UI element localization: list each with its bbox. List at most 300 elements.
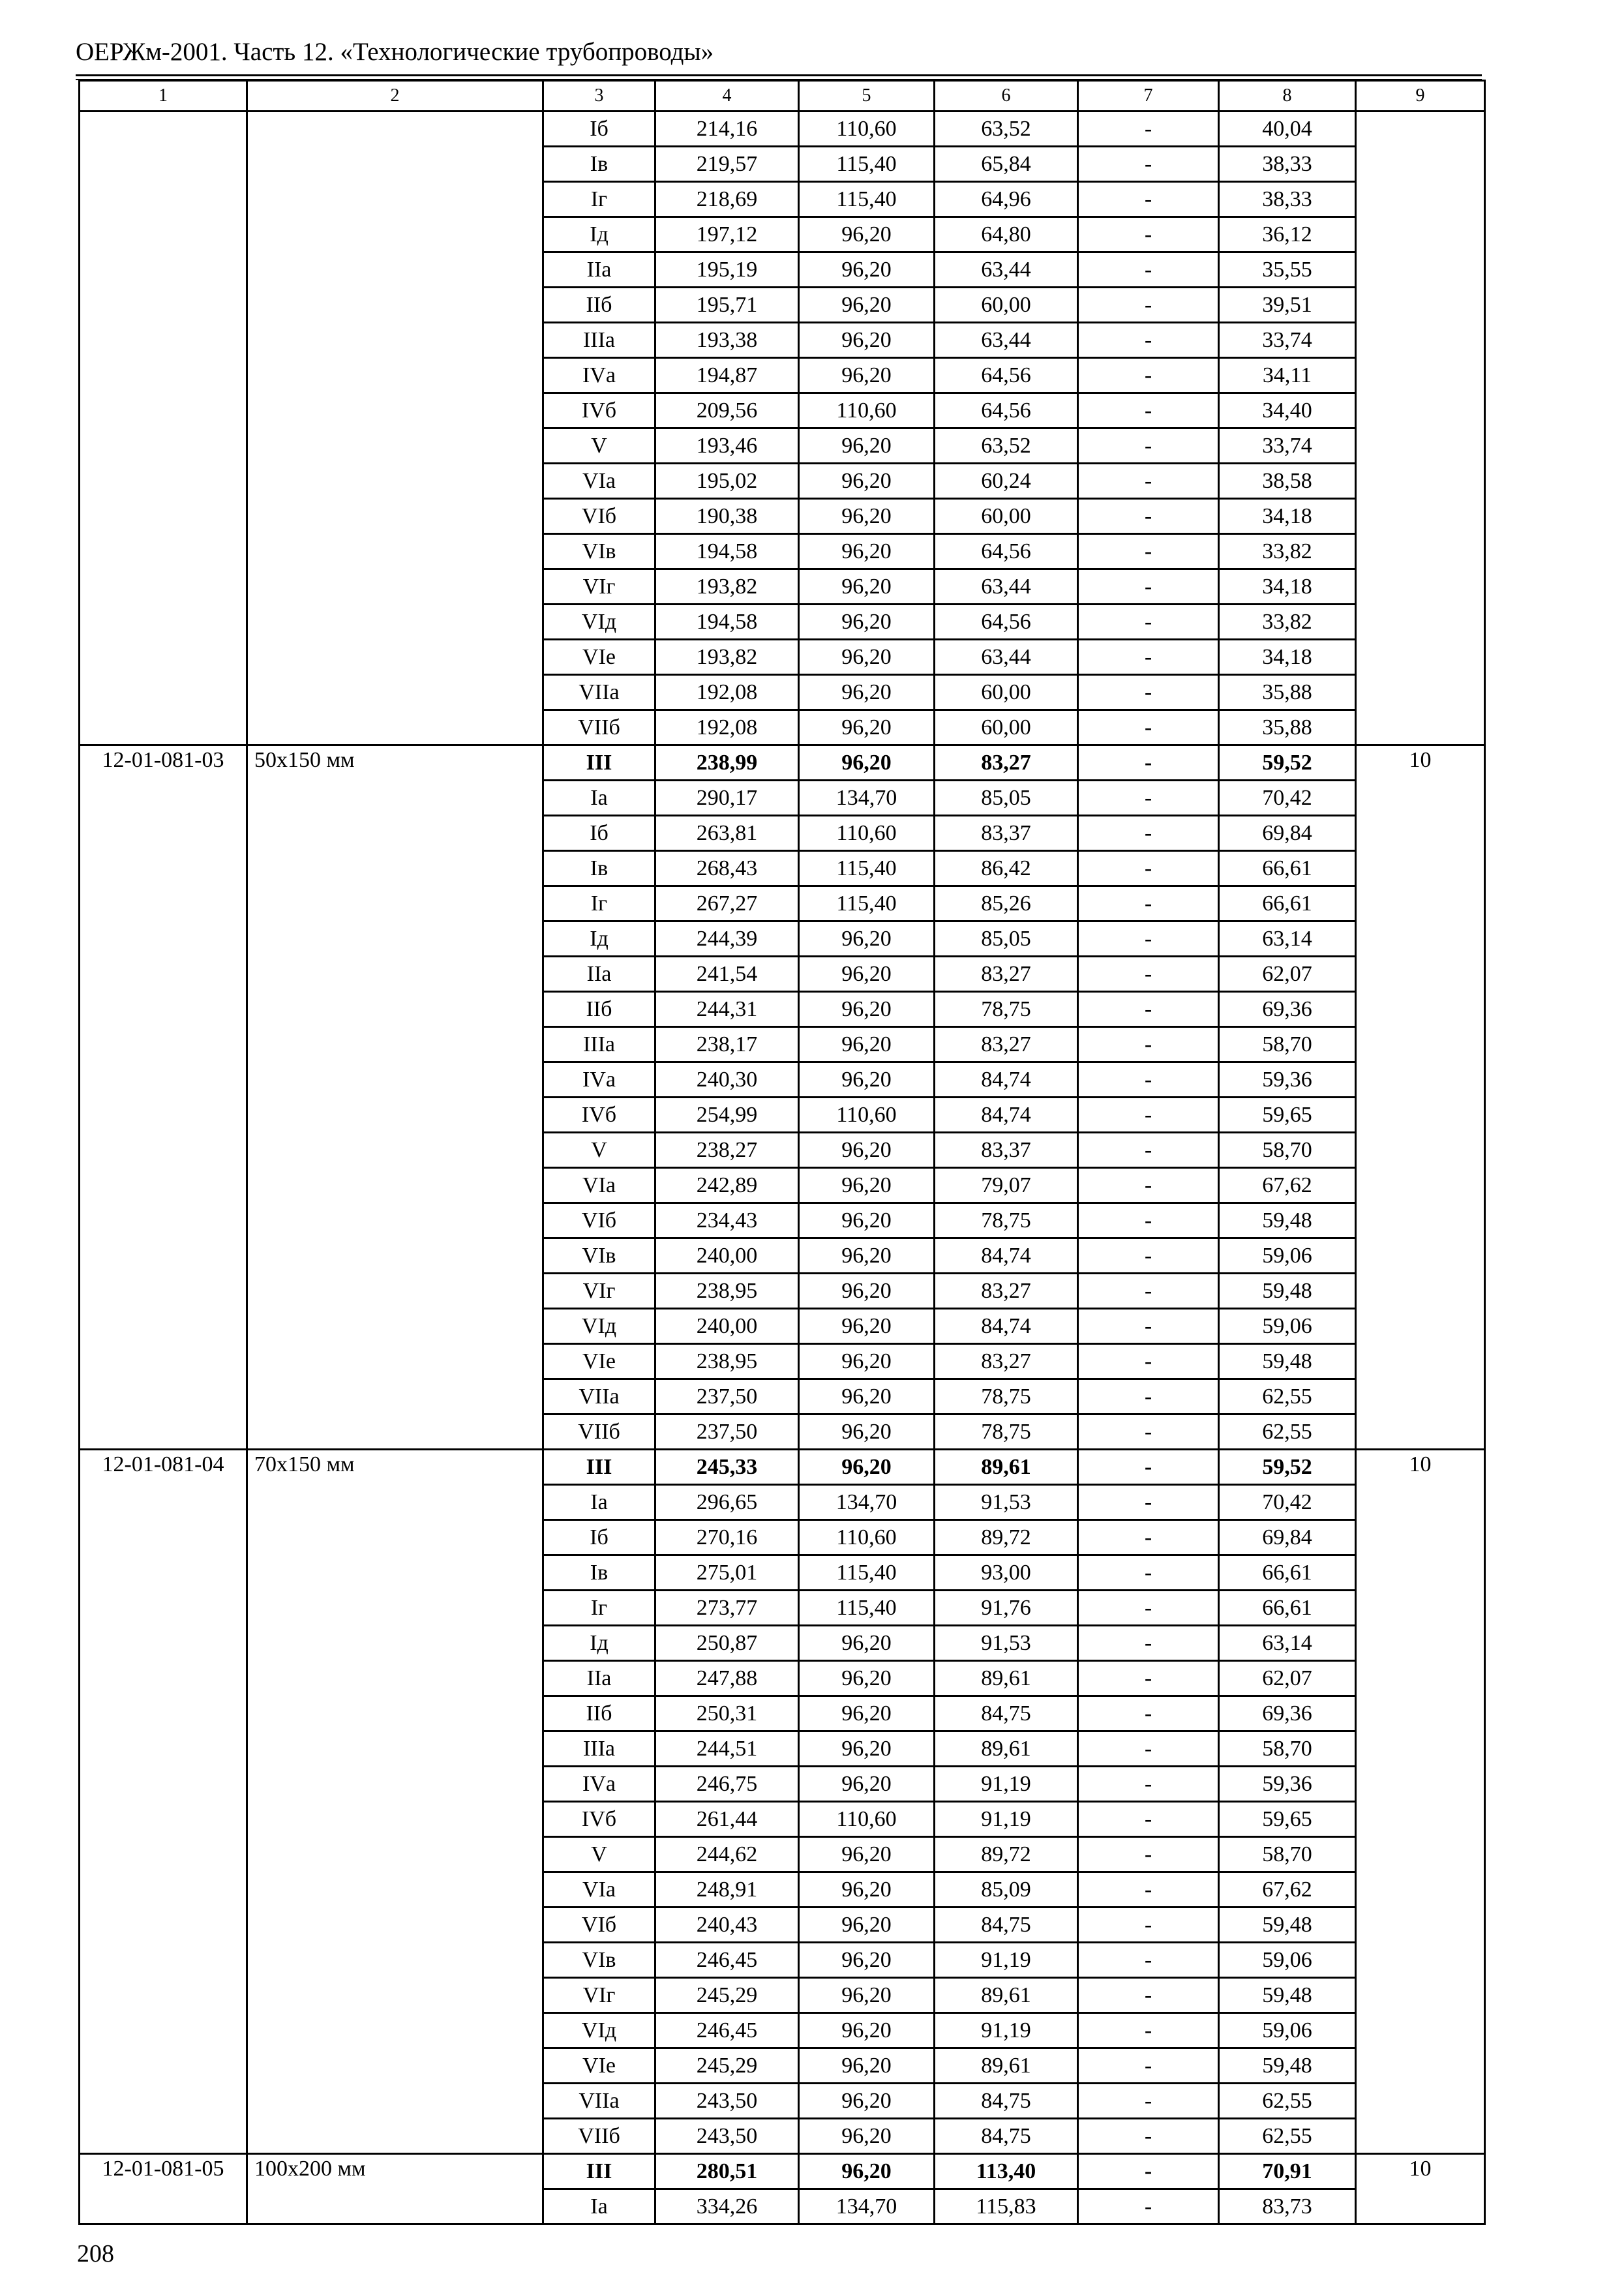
value-cell-col3: Iа	[543, 1485, 655, 1520]
rate-code-cell: 12-01-081-05	[80, 2154, 247, 2224]
value-cell-col3: V	[543, 428, 655, 464]
value-cell-col4: 245,29	[655, 1978, 799, 2013]
value-cell-col4: 194,58	[655, 605, 799, 640]
value-cell-col8: 40,04	[1219, 112, 1356, 147]
value-cell-col8: 33,74	[1219, 323, 1356, 358]
value-cell-col6: 63,44	[935, 252, 1078, 288]
value-cell-col6: 113,40	[935, 2154, 1078, 2189]
value-cell-col4: 195,19	[655, 252, 799, 288]
value-cell-col8: 62,07	[1219, 1661, 1356, 1696]
value-cell-col6: 89,61	[935, 1450, 1078, 1485]
value-cell-col8: 35,88	[1219, 710, 1356, 745]
value-cell-col4: 267,27	[655, 886, 799, 921]
column-number-cell: 4	[655, 81, 799, 112]
value-cell-col3: Iв	[543, 851, 655, 886]
value-cell-col6: 83,37	[935, 816, 1078, 851]
value-cell-col5: 110,60	[799, 1098, 935, 1133]
value-cell-col4: 245,29	[655, 2048, 799, 2084]
value-cell-col3: VIв	[543, 1238, 655, 1274]
value-cell-col7: -	[1078, 534, 1219, 569]
value-cell-col8: 67,62	[1219, 1168, 1356, 1203]
value-cell-col3: VIб	[543, 1908, 655, 1943]
value-cell-col4: 195,02	[655, 464, 799, 499]
value-cell-col7: -	[1078, 1626, 1219, 1661]
value-cell-col4: 193,46	[655, 428, 799, 464]
value-cell-col7: -	[1078, 1027, 1219, 1062]
value-cell-col5: 96,20	[799, 1943, 935, 1978]
rate-code-cell: 12-01-081-04	[80, 1450, 247, 2154]
value-cell-col7: -	[1078, 1908, 1219, 1943]
value-cell-col6: 86,42	[935, 851, 1078, 886]
value-cell-col5: 96,20	[799, 992, 935, 1027]
value-cell-col4: 190,38	[655, 499, 799, 534]
value-cell-col5: 96,20	[799, 1696, 935, 1731]
value-cell-col6: 63,44	[935, 323, 1078, 358]
value-cell-col3: III	[543, 2154, 655, 2189]
value-cell-col7: -	[1078, 675, 1219, 710]
value-cell-col6: 84,75	[935, 2084, 1078, 2119]
value-cell-col4: 218,69	[655, 182, 799, 217]
value-cell-col4: 334,26	[655, 2189, 799, 2224]
value-cell-col6: 91,53	[935, 1626, 1078, 1661]
value-cell-col6: 85,05	[935, 921, 1078, 957]
value-cell-col5: 134,70	[799, 2189, 935, 2224]
value-cell-col8: 59,48	[1219, 1908, 1356, 1943]
item-name-cell: 70x150 мм	[247, 1450, 543, 2154]
value-cell-col4: 246,45	[655, 1943, 799, 1978]
value-cell-col4: 237,50	[655, 1379, 799, 1414]
value-cell-col5: 96,20	[799, 428, 935, 464]
value-cell-col5: 96,20	[799, 1837, 935, 1872]
column-number-cell: 7	[1078, 81, 1219, 112]
value-cell-col6: 84,74	[935, 1309, 1078, 1344]
value-cell-col6: 60,00	[935, 675, 1078, 710]
value-cell-col8: 62,55	[1219, 1379, 1356, 1414]
value-cell-col8: 62,55	[1219, 1414, 1356, 1450]
value-cell-col7: -	[1078, 2084, 1219, 2119]
value-cell-col3: VIIа	[543, 675, 655, 710]
value-cell-col5: 96,20	[799, 2013, 935, 2048]
value-cell-col6: 84,74	[935, 1098, 1078, 1133]
value-cell-col4: 193,38	[655, 323, 799, 358]
value-cell-col6: 84,75	[935, 1908, 1078, 1943]
column-number-row	[80, 81, 1485, 112]
value-cell-col6: 84,75	[935, 1696, 1078, 1731]
value-cell-col7: -	[1078, 1872, 1219, 1908]
value-cell-col6: 89,61	[935, 2048, 1078, 2084]
value-cell-col3: IVа	[543, 1062, 655, 1098]
value-cell-col3: VIд	[543, 605, 655, 640]
value-cell-col8: 59,48	[1219, 1274, 1356, 1309]
value-cell-col6: 63,44	[935, 569, 1078, 605]
value-cell-col4: 280,51	[655, 2154, 799, 2189]
value-cell-col7: -	[1078, 1520, 1219, 1555]
value-cell-col4: 273,77	[655, 1591, 799, 1626]
value-cell-col7: -	[1078, 1344, 1219, 1379]
value-cell-col8: 83,73	[1219, 2189, 1356, 2224]
value-cell-col4: 244,51	[655, 1731, 799, 1767]
value-cell-col5: 96,20	[799, 2119, 935, 2154]
value-cell-col4: 250,31	[655, 1696, 799, 1731]
value-cell-col6: 84,74	[935, 1062, 1078, 1098]
value-cell-col8: 59,52	[1219, 1450, 1356, 1485]
value-cell-col3: VIа	[543, 1168, 655, 1203]
value-cell-col6: 91,19	[935, 1802, 1078, 1837]
value-cell-col6: 83,27	[935, 745, 1078, 781]
value-cell-col4: 197,12	[655, 217, 799, 252]
value-cell-col7: -	[1078, 569, 1219, 605]
value-cell-col4: 250,87	[655, 1626, 799, 1661]
value-cell-col5: 110,60	[799, 1802, 935, 1837]
page-header	[76, 38, 1482, 80]
column-number-cell: 6	[935, 81, 1078, 112]
value-cell-col5: 96,20	[799, 745, 935, 781]
value-cell-col5: 96,20	[799, 1379, 935, 1414]
value-cell-col7: -	[1078, 1555, 1219, 1591]
value-cell-col6: 85,09	[935, 1872, 1078, 1908]
value-cell-col8: 59,06	[1219, 1238, 1356, 1274]
value-cell-col6: 83,27	[935, 957, 1078, 992]
value-cell-col8: 34,18	[1219, 499, 1356, 534]
value-cell-col5: 96,20	[799, 1767, 935, 1802]
value-cell-col5: 96,20	[799, 499, 935, 534]
value-cell-col5: 115,40	[799, 851, 935, 886]
value-cell-col8: 67,62	[1219, 1872, 1356, 1908]
value-cell-col7: -	[1078, 921, 1219, 957]
value-cell-col8: 39,51	[1219, 288, 1356, 323]
value-cell-col4: 254,99	[655, 1098, 799, 1133]
table-row	[80, 1450, 1485, 1485]
value-cell-col4: 193,82	[655, 569, 799, 605]
value-cell-col6: 64,96	[935, 182, 1078, 217]
value-cell-col6: 78,75	[935, 1203, 1078, 1238]
value-cell-col7: -	[1078, 1133, 1219, 1168]
value-cell-col8: 36,12	[1219, 217, 1356, 252]
value-cell-col5: 96,20	[799, 1027, 935, 1062]
document-title: ОЕРЖм-2001. Часть 12. «Технологические трубопроводы»	[76, 38, 714, 66]
value-cell-col8: 62,55	[1219, 2119, 1356, 2154]
value-cell-col8: 69,36	[1219, 992, 1356, 1027]
value-cell-col6: 60,24	[935, 464, 1078, 499]
value-cell-col5: 110,60	[799, 816, 935, 851]
value-cell-col3: VIIб	[543, 2119, 655, 2154]
value-cell-col3: VIд	[543, 1309, 655, 1344]
value-cell-col6: 89,61	[935, 1731, 1078, 1767]
value-cell-col5: 96,20	[799, 2048, 935, 2084]
value-cell-col7: -	[1078, 1098, 1219, 1133]
value-cell-col7: -	[1078, 147, 1219, 182]
value-cell-col6: 64,56	[935, 605, 1078, 640]
value-cell-col3: IVб	[543, 393, 655, 428]
value-cell-col3: III	[543, 745, 655, 781]
value-cell-col3: Iв	[543, 147, 655, 182]
value-cell-col4: 194,87	[655, 358, 799, 393]
value-cell-col5: 96,20	[799, 323, 935, 358]
value-cell-col4: 193,82	[655, 640, 799, 675]
value-cell-col3: V	[543, 1133, 655, 1168]
col9-cell	[1356, 112, 1485, 745]
value-cell-col3: VIе	[543, 1344, 655, 1379]
value-cell-col5: 96,20	[799, 569, 935, 605]
value-cell-col8: 59,48	[1219, 2048, 1356, 2084]
value-cell-col4: 238,99	[655, 745, 799, 781]
value-cell-col5: 96,20	[799, 1168, 935, 1203]
value-cell-col8: 59,48	[1219, 1978, 1356, 2013]
value-cell-col7: -	[1078, 1978, 1219, 2013]
value-cell-col7: -	[1078, 1309, 1219, 1344]
value-cell-col6: 83,27	[935, 1344, 1078, 1379]
value-cell-col7: -	[1078, 1802, 1219, 1837]
value-cell-col6: 60,00	[935, 288, 1078, 323]
value-cell-col8: 70,91	[1219, 2154, 1356, 2189]
value-cell-col8: 62,55	[1219, 2084, 1356, 2119]
value-cell-col4: 268,43	[655, 851, 799, 886]
value-cell-col7: -	[1078, 288, 1219, 323]
value-cell-col6: 91,53	[935, 1485, 1078, 1520]
value-cell-col7: -	[1078, 992, 1219, 1027]
value-cell-col8: 58,70	[1219, 1731, 1356, 1767]
value-cell-col7: -	[1078, 957, 1219, 992]
value-cell-col4: 194,58	[655, 534, 799, 569]
value-cell-col3: Iд	[543, 1626, 655, 1661]
value-cell-col4: 290,17	[655, 781, 799, 816]
value-cell-col5: 96,20	[799, 2154, 935, 2189]
value-cell-col5: 96,20	[799, 1978, 935, 2013]
value-cell-col6: 60,00	[935, 710, 1078, 745]
value-cell-col5: 96,20	[799, 288, 935, 323]
value-cell-col4: 246,45	[655, 2013, 799, 2048]
value-cell-col7: -	[1078, 1661, 1219, 1696]
value-cell-col6: 89,61	[935, 1661, 1078, 1696]
value-cell-col8: 69,36	[1219, 1696, 1356, 1731]
value-cell-col3: IIIа	[543, 1731, 655, 1767]
value-cell-col4: 244,39	[655, 921, 799, 957]
value-cell-col3: Iд	[543, 217, 655, 252]
value-cell-col4: 243,50	[655, 2084, 799, 2119]
col9-cell: 10	[1356, 1450, 1485, 2154]
value-cell-col5: 96,20	[799, 1661, 935, 1696]
value-cell-col3: Iб	[543, 112, 655, 147]
value-cell-col6: 65,84	[935, 147, 1078, 182]
value-cell-col4: 244,31	[655, 992, 799, 1027]
value-cell-col8: 66,61	[1219, 886, 1356, 921]
value-cell-col7: -	[1078, 464, 1219, 499]
value-cell-col3: Iа	[543, 2189, 655, 2224]
value-cell-col3: VIг	[543, 1274, 655, 1309]
value-cell-col6: 64,56	[935, 393, 1078, 428]
value-cell-col4: 234,43	[655, 1203, 799, 1238]
value-cell-col3: VIб	[543, 499, 655, 534]
value-cell-col5: 115,40	[799, 147, 935, 182]
value-cell-col4: 240,00	[655, 1309, 799, 1344]
value-cell-col5: 96,20	[799, 252, 935, 288]
value-cell-col8: 33,82	[1219, 534, 1356, 569]
value-cell-col4: 263,81	[655, 816, 799, 851]
column-number-cell: 2	[247, 81, 543, 112]
value-cell-col8: 70,42	[1219, 1485, 1356, 1520]
value-cell-col4: 214,16	[655, 112, 799, 147]
value-cell-col3: V	[543, 1837, 655, 1872]
value-cell-col4: 219,57	[655, 147, 799, 182]
value-cell-col3: VIг	[543, 569, 655, 605]
value-cell-col4: 275,01	[655, 1555, 799, 1591]
value-cell-col3: VIIб	[543, 710, 655, 745]
value-cell-col6: 84,75	[935, 2119, 1078, 2154]
value-cell-col3: IIIа	[543, 1027, 655, 1062]
value-cell-col4: 241,54	[655, 957, 799, 992]
value-cell-col5: 115,40	[799, 1555, 935, 1591]
value-cell-col5: 96,20	[799, 605, 935, 640]
rate-code-cell: 12-01-081-03	[80, 745, 247, 1450]
value-cell-col6: 79,07	[935, 1168, 1078, 1203]
value-cell-col8: 58,70	[1219, 1027, 1356, 1062]
item-name-cell	[247, 112, 543, 745]
value-cell-col7: -	[1078, 1379, 1219, 1414]
value-cell-col7: -	[1078, 710, 1219, 745]
value-cell-col3: IVа	[543, 358, 655, 393]
value-cell-col8: 59,48	[1219, 1344, 1356, 1379]
value-cell-col6: 89,72	[935, 1837, 1078, 1872]
value-cell-col4: 242,89	[655, 1168, 799, 1203]
value-cell-col7: -	[1078, 1450, 1219, 1485]
value-cell-col5: 96,20	[799, 534, 935, 569]
col9-cell: 10	[1356, 745, 1485, 1450]
value-cell-col5: 115,40	[799, 182, 935, 217]
value-cell-col8: 59,06	[1219, 2013, 1356, 2048]
value-cell-col5: 96,20	[799, 1133, 935, 1168]
value-cell-col3: Iг	[543, 1591, 655, 1626]
value-cell-col8: 35,55	[1219, 252, 1356, 288]
value-cell-col3: III	[543, 1450, 655, 1485]
value-cell-col4: 270,16	[655, 1520, 799, 1555]
header-rule-thick	[76, 74, 1482, 76]
value-cell-col3: Iг	[543, 886, 655, 921]
value-cell-col5: 134,70	[799, 781, 935, 816]
value-cell-col5: 96,20	[799, 1062, 935, 1098]
value-cell-col6: 83,27	[935, 1274, 1078, 1309]
value-cell-col3: Iд	[543, 921, 655, 957]
value-cell-col6: 85,26	[935, 886, 1078, 921]
value-cell-col7: -	[1078, 886, 1219, 921]
value-cell-col5: 96,20	[799, 1274, 935, 1309]
value-cell-col4: 245,33	[655, 1450, 799, 1485]
value-cell-col3: IIб	[543, 1696, 655, 1731]
value-cell-col7: -	[1078, 499, 1219, 534]
value-cell-col3: IVб	[543, 1802, 655, 1837]
value-cell-col8: 58,70	[1219, 1133, 1356, 1168]
value-cell-col6: 64,80	[935, 217, 1078, 252]
value-cell-col5: 96,20	[799, 1344, 935, 1379]
value-cell-col4: 238,17	[655, 1027, 799, 1062]
value-cell-col5: 96,20	[799, 358, 935, 393]
value-cell-col5: 134,70	[799, 1485, 935, 1520]
value-cell-col8: 38,33	[1219, 147, 1356, 182]
value-cell-col5: 96,20	[799, 464, 935, 499]
value-cell-col3: Iб	[543, 816, 655, 851]
value-cell-col3: Iг	[543, 182, 655, 217]
value-cell-col8: 59,06	[1219, 1943, 1356, 1978]
value-cell-col8: 33,82	[1219, 605, 1356, 640]
column-number-cell: 3	[543, 81, 655, 112]
value-cell-col4: 240,00	[655, 1238, 799, 1274]
value-cell-col8: 66,61	[1219, 1555, 1356, 1591]
value-cell-col8: 70,42	[1219, 781, 1356, 816]
value-cell-col4: 192,08	[655, 675, 799, 710]
value-cell-col7: -	[1078, 640, 1219, 675]
value-cell-col4: 238,95	[655, 1274, 799, 1309]
value-cell-col3: IIа	[543, 1661, 655, 1696]
value-cell-col8: 63,14	[1219, 1626, 1356, 1661]
col9-cell: 10	[1356, 2154, 1485, 2224]
value-cell-col5: 96,20	[799, 640, 935, 675]
value-cell-col3: IIIа	[543, 323, 655, 358]
value-cell-col3: IVб	[543, 1098, 655, 1133]
value-cell-col4: 240,30	[655, 1062, 799, 1098]
value-cell-col6: 78,75	[935, 1379, 1078, 1414]
value-cell-col5: 96,20	[799, 217, 935, 252]
value-cell-col8: 69,84	[1219, 816, 1356, 851]
value-cell-col3: VIд	[543, 2013, 655, 2048]
value-cell-col5: 96,20	[799, 957, 935, 992]
value-cell-col5: 96,20	[799, 675, 935, 710]
value-cell-col3: Iа	[543, 781, 655, 816]
value-cell-col8: 59,65	[1219, 1098, 1356, 1133]
value-cell-col7: -	[1078, 1414, 1219, 1450]
value-cell-col4: 246,75	[655, 1767, 799, 1802]
value-cell-col5: 96,20	[799, 1238, 935, 1274]
value-cell-col4: 238,27	[655, 1133, 799, 1168]
value-cell-col7: -	[1078, 1203, 1219, 1238]
value-cell-col7: -	[1078, 1837, 1219, 1872]
column-number-cell: 8	[1219, 81, 1356, 112]
item-name-cell: 50x150 мм	[247, 745, 543, 1450]
value-cell-col7: -	[1078, 2048, 1219, 2084]
rate-code-cell	[80, 112, 247, 745]
value-cell-col7: -	[1078, 1767, 1219, 1802]
value-cell-col6: 89,61	[935, 1978, 1078, 2013]
column-number-cell: 1	[80, 81, 247, 112]
value-cell-col8: 34,18	[1219, 640, 1356, 675]
value-cell-col7: -	[1078, 112, 1219, 147]
value-cell-col7: -	[1078, 1696, 1219, 1731]
value-cell-col4: 237,50	[655, 1414, 799, 1450]
value-cell-col6: 91,19	[935, 2013, 1078, 2048]
value-cell-col6: 63,52	[935, 428, 1078, 464]
value-cell-col8: 59,36	[1219, 1767, 1356, 1802]
page-number: 208	[77, 2240, 114, 2267]
value-cell-col7: -	[1078, 358, 1219, 393]
value-cell-col8: 58,70	[1219, 1837, 1356, 1872]
value-cell-col7: -	[1078, 816, 1219, 851]
value-cell-col3: IIа	[543, 957, 655, 992]
value-cell-col6: 63,44	[935, 640, 1078, 675]
value-cell-col7: -	[1078, 1731, 1219, 1767]
value-cell-col3: IIб	[543, 992, 655, 1027]
value-cell-col6: 64,56	[935, 534, 1078, 569]
value-cell-col3: VIг	[543, 1978, 655, 2013]
value-cell-col6: 83,27	[935, 1027, 1078, 1062]
value-cell-col6: 83,37	[935, 1133, 1078, 1168]
value-cell-col8: 35,88	[1219, 675, 1356, 710]
value-cell-col5: 110,60	[799, 1520, 935, 1555]
value-cell-col5: 115,40	[799, 886, 935, 921]
value-cell-col3: Iб	[543, 1520, 655, 1555]
value-cell-col4: 247,88	[655, 1661, 799, 1696]
value-cell-col6: 115,83	[935, 2189, 1078, 2224]
value-cell-col6: 78,75	[935, 992, 1078, 1027]
value-cell-col3: VIа	[543, 1872, 655, 1908]
value-cell-col6: 63,52	[935, 112, 1078, 147]
